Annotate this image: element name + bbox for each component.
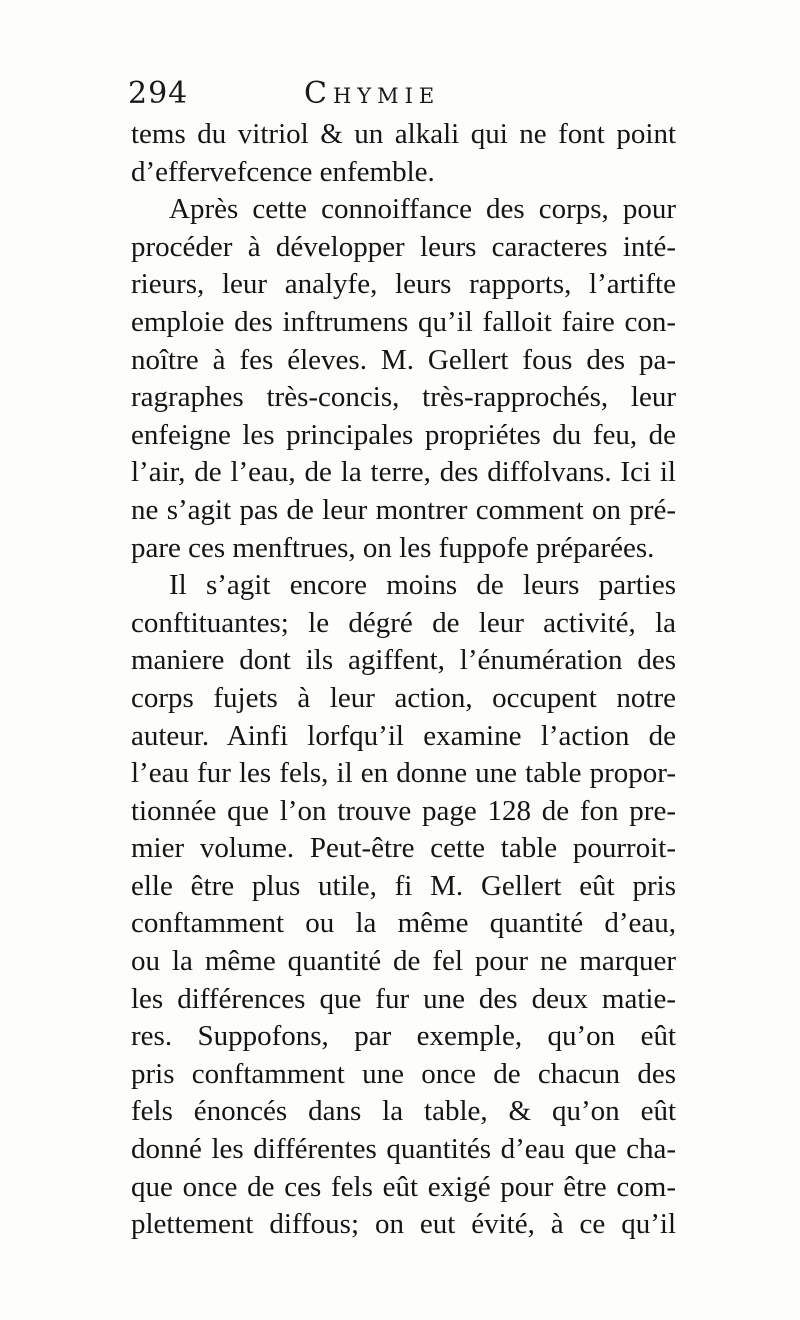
running-title: Chymie	[304, 76, 441, 111]
text-line: enfeigne les principales propriétes du feu, de	[131, 418, 676, 451]
text-line: pare ces menftrues, on les fuppofe préparées.	[131, 531, 655, 564]
text-line: pris conftamment une once de chacun des	[131, 1057, 676, 1090]
text-line: ou la même quantité de fel pour ne marquer	[131, 945, 676, 978]
text-line: tems du vitriol & un alkali qui ne font point	[131, 118, 676, 150]
text-line: emploie des inftrumens qu’il falloit faire con-	[131, 305, 676, 338]
text-line: ragraphes très-concis, très-rapprochés, leur	[131, 381, 676, 414]
text-line: ne s’agit pas de leur montrer comment on pré-	[131, 493, 676, 526]
text-line: auteur. Ainfi lorfqu’il examine l’action de	[131, 719, 676, 752]
text-line: l’eau fur les fels, il en donne une table propor-	[131, 757, 676, 790]
text-line: conftituantes; le dégré de leur activité, la	[131, 606, 676, 639]
text-line: res. Suppofons, par exemple, qu’on eût	[131, 1020, 676, 1053]
text-line: donné les différentes quantités d’eau que cha-	[131, 1133, 676, 1166]
text-line: noître à fes éleves. M. Gellert fous des pa-	[131, 343, 676, 376]
text-line: fels énoncés dans la table, & qu’on eût	[131, 1095, 676, 1128]
text-line: d’effervefcence enfemble.	[131, 155, 435, 188]
text-line: corps fujets à leur action, occupent notre	[131, 681, 676, 714]
text-line: rieurs, leur analyfe, leurs rapports, l’artifte	[131, 268, 676, 301]
body-text	[131, 116, 676, 1244]
text-line: les différences que fur une des deux matie-	[131, 982, 676, 1015]
page-number: 294	[128, 76, 189, 111]
text-line: procéder à développer leurs caracteres inté-	[131, 230, 676, 263]
text-line: plettement diffous; on eut évité, à ce qu’il	[131, 1208, 676, 1241]
text-line: l’air, de l’eau, de la terre, des diffolvans. Ici il	[131, 456, 676, 489]
page-header	[128, 72, 680, 116]
text-line: maniere dont ils agiffent, l’énumération des	[131, 644, 676, 677]
text-line: mier volume. Peut-être cette table pourroit-	[131, 832, 676, 865]
text-line: elle être plus utile, fi M. Gellert eût pris	[131, 869, 676, 902]
text-line: Après cette connoiffance des corps, pour	[169, 193, 676, 226]
text-line: conftamment ou la même quantité d’eau,	[131, 907, 676, 940]
text-line: Il s’agit encore moins de leurs parties	[169, 569, 676, 602]
text-line: tionnée que l’on trouve page 128 de fon pre-	[131, 794, 676, 827]
text-line: que once de ces fels eût exigé pour être com-	[131, 1170, 676, 1203]
